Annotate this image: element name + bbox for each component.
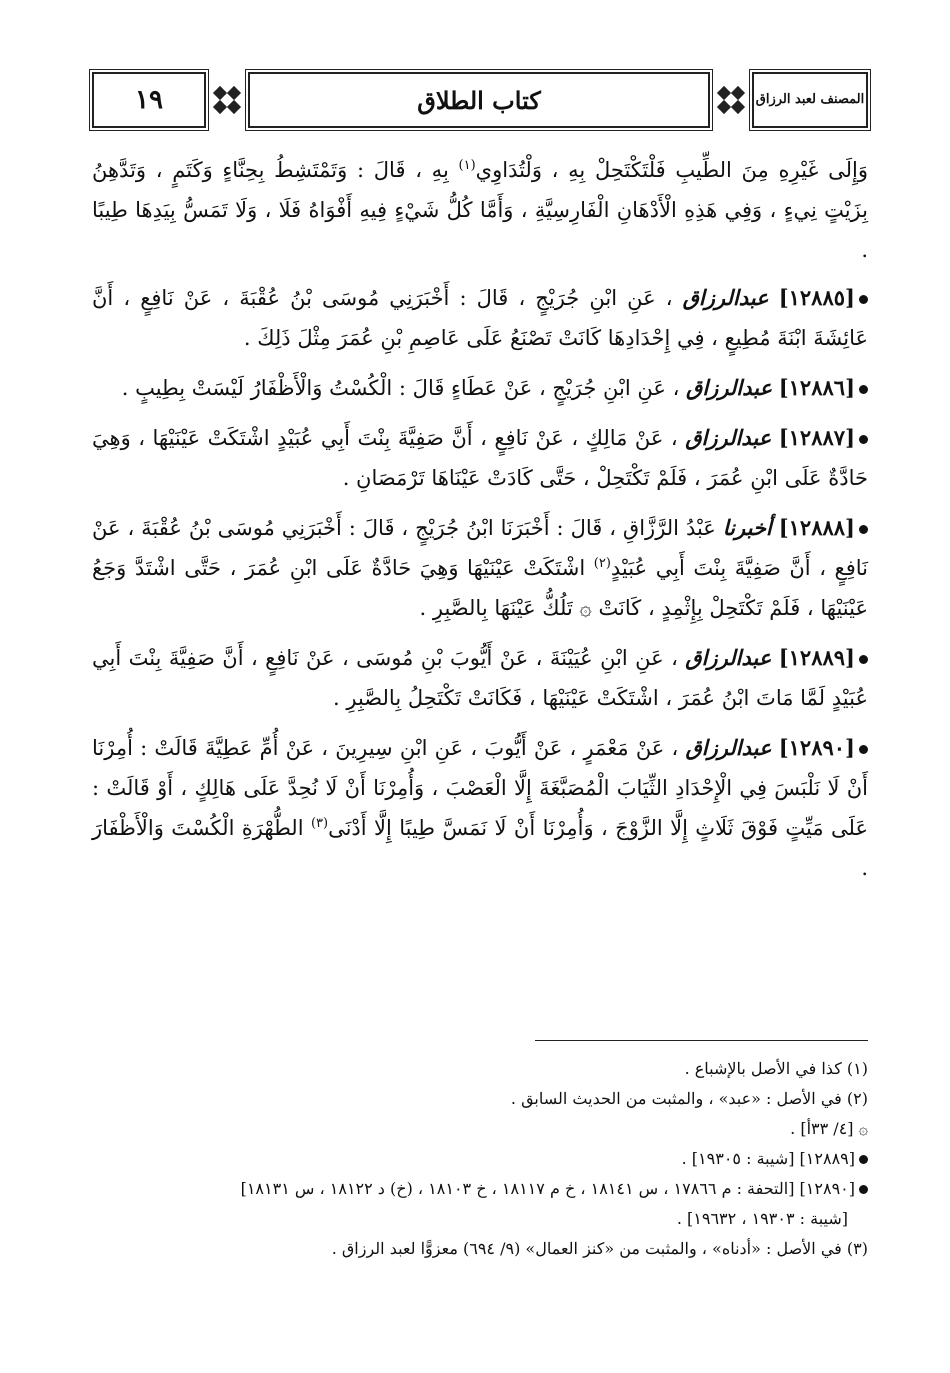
hadith-12887 <box>92 418 868 498</box>
bullet-icon <box>859 745 868 754</box>
hadith-text-cont: اشْتَكَتْ عَيْنَيْهَا وَهِيَ حَادَّةٌ عَلَى ابْنِ عُمَرَ ، حَتَّى اشْتَدَّ وَجَعُ عَيْنَيْهَا ، فَلَمْ تَكْتَحِلْ بِإِثْمِدٍ ، كَانَتْ ۞ تَلُكُّ عَيْنَهَا بِالصَّبِرِ . <box>92 556 868 620</box>
hadith-text-cont: الطُّهْرَةِ الْكُسْتَ وَالْأَظْفَارَ . <box>92 816 868 880</box>
hadith-number: [١٢٨٨٨] <box>778 515 855 540</box>
bullet-icon <box>859 655 868 664</box>
intro-text: وَإِلَى غَيْرِهِ مِنَ الطِّيبِ فَلْتَكْتَحِلْ بِهِ ، وَلْتُدَاوِي <box>475 158 868 182</box>
hadith-number: [١٢٨٨٥] <box>778 285 855 310</box>
reference-12890 <box>92 1174 868 1204</box>
ornament-diamond <box>731 100 745 114</box>
hadith-12886 <box>92 368 868 408</box>
reference-text: [١٢٨٩٠] [التحفة : م ١٧٨٦٦ ، س ١٨١٤١ ، خ م ١٨١١٧ ، خ ١٨١٠٣ ، (خ) د ١٨١٢٢ ، س ١٨١٣١] <box>240 1179 855 1198</box>
hadith-number: [١٢٨٨٦] <box>778 375 855 400</box>
footnote-1: (١) كذا في الأصل بالإشباع . <box>684 1059 868 1078</box>
ornament-diamond <box>717 100 731 114</box>
ornament-diamond <box>213 86 227 100</box>
hadith-text: ، عَنْ مَالِكٍ ، عَنْ نَافِعٍ ، أَنَّ صَفِيَّةَ بِنْتَ أَبِي عُبَيْدٍ اشْتَكَتْ عَيْنَيْهَا ، وَهِيَ حَادَّةٌ عَلَى ابْنِ عُمَرَ ، فَلَمْ تَكْتَحِلْ ، حَتَّى كَادَتْ عَيْنَاهَا تَرْمَصَانِ . <box>92 426 868 490</box>
intro-text-cont: بِهِ ، قَالَ : وَتَمْتَشِطُ بِحِنَّاءٍ وَكَتَمٍ ، وَتَدَّهِنُ بِزَيْتٍ نِيءٍ ، وَفِي هَذِهِ الْأَدْهَانِ الْفَارِسِيَّةِ ، وَأَمَّا كُلُّ شَيْءٍ فِيهِ أَفْوَاهُ فَلَا ، وَلَا تَمَسُّ بِيَدِهَا طِيبًا . <box>92 158 868 262</box>
hadith-number: [١٢٨٩٠] <box>778 735 855 760</box>
bullet-icon <box>859 1155 868 1164</box>
reference-12889 <box>92 1144 868 1174</box>
reference-12890-cont: [شيبة : ١٩٣٠٣ ، ١٩٦٣٢] . <box>676 1209 848 1228</box>
ornament-left <box>206 72 248 128</box>
ornament-diamond <box>717 86 731 100</box>
bullet-icon <box>859 1185 868 1194</box>
hadith-text: ، عَنِ ابْنِ جُرَيْجٍ ، عَنْ عَطَاءٍ قَالَ : الْكُسْتُ وَالْأَظْفَارُ لَيْسَتْ بِطِيبٍ . <box>121 376 680 400</box>
ornament-diamond <box>213 100 227 114</box>
footnote-3: (٣) في الأصل : «أدناه» ، والمثبت من «كنز العمال» (٩/ ٦٩٤) معزوًّا لعبد الرزاق . <box>331 1239 868 1258</box>
hadith-text: ، عَنْ مَعْمَرٍ ، عَنْ أَيُّوبَ ، عَنِ ابْنِ سِيرِينَ ، عَنْ أُمِّ عَطِيَّةَ قَالَتْ : أُمِرْنَا أَنْ لَا نَلْبَسَ فِي الْإِحْدَادِ الثِّيَابَ الْمُصَبَّغَةَ إِلَّا الْعَصْبَ ، وَأُمِرْنَا أَنْ لَا نُحِدَّ عَلَى هَالِكٍ ، أَوْ قَالَتْ : عَلَى مَيِّتٍ فَوْقَ ثَلَاثٍ إِلَّا الزَّوْجَ ، وَأُمِرْنَا أَنْ لَا نَمَسَّ طِيبًا إِلَّا أَدْنَى <box>92 736 868 840</box>
folio-reference: ۞ [٤/ ٣٣أ] . <box>790 1119 868 1138</box>
hadith-source: أخبرنا <box>722 515 772 540</box>
hadith-12885 <box>92 278 868 358</box>
hadith-12889 <box>92 638 868 718</box>
bullet-icon <box>859 525 868 534</box>
hadith-number: [١٢٨٨٩] <box>778 645 855 670</box>
hadith-source: عبدالرزاق <box>685 645 772 670</box>
book-title: كتاب الطلاق <box>248 72 710 128</box>
footnote-marker: (٣) <box>310 816 329 831</box>
main-text <box>92 150 868 898</box>
footnote-marker: (٢) <box>593 556 611 571</box>
ornament-diamond <box>227 86 241 100</box>
hadith-12888 <box>92 508 868 628</box>
footnote-marker: (١) <box>458 158 476 173</box>
page-number: ١٩ <box>92 72 206 128</box>
book-logo: المصنف لعبد الرزاق <box>752 72 868 128</box>
hadith-text: ، عَنِ ابْنِ عُيَيْنَةَ ، عَنْ أَيُّوبَ بْنِ مُوسَى ، عَنْ نَافِعٍ ، أَنَّ صَفِيَّةَ بِنْتَ أَبِي عُبَيْدٍ لَمَّا مَاتَ ابْنُ عُمَرَ ، اشْتَكَتْ عَيْنَيْهَا ، فَكَانَتْ تَكْتَحِلُ بِالصَّبِرِ . <box>92 646 868 710</box>
hadith-source: عبدالرزاق <box>685 425 772 450</box>
hadith-source: عبدالرزاق <box>682 285 769 310</box>
page-header <box>92 72 868 128</box>
bullet-icon <box>859 385 868 394</box>
ornament-right <box>710 72 752 128</box>
hadith-number: [١٢٨٨٧] <box>778 425 855 450</box>
bullet-icon <box>859 295 868 304</box>
ornament-diamond <box>731 86 745 100</box>
hadith-source: عبدالرزاق <box>685 735 772 760</box>
reference-text: [١٢٨٨٩] [شيبة : ١٩٣٠٥] . <box>681 1149 855 1168</box>
hadith-12890 <box>92 728 868 888</box>
bullet-icon <box>859 435 868 444</box>
footnotes <box>92 1054 868 1264</box>
footnote-2: (٢) في الأصل : «عبد» ، والمثبت من الحديث السابق . <box>510 1089 868 1108</box>
hadith-text: عَبْدُ الرَّزَّاقِ ، قَالَ : أَخْبَرَنَا ابْنُ جُرَيْجٍ ، قَالَ : أَخْبَرَنِي مُوسَى بْنُ عُقْبَةَ ، عَنْ نَافِعٍ ، أَنَّ صَفِيَّةَ بِنْتَ أَبِي عُبَيْدٍ <box>92 516 868 580</box>
intro-paragraph <box>92 150 868 270</box>
footnote-divider <box>535 1040 868 1041</box>
hadith-text: ، عَنِ ابْنِ جُرَيْجٍ ، قَالَ : أَخْبَرَنِي مُوسَى بْنُ عُقْبَةَ ، عَنْ نَافِعٍ ، أَنَّ عَائِشَةَ ابْنَةَ مُطِيعٍ ، فِي إِحْدَادِهَا كَانَتْ تَصْنَعُ عَلَى عَاصِمِ بْنِ عُمَرَ مِثْلَ ذَلِكَ . <box>92 286 868 350</box>
hadith-source: عبدالرزاق <box>686 375 773 400</box>
ornament-diamond <box>227 100 241 114</box>
